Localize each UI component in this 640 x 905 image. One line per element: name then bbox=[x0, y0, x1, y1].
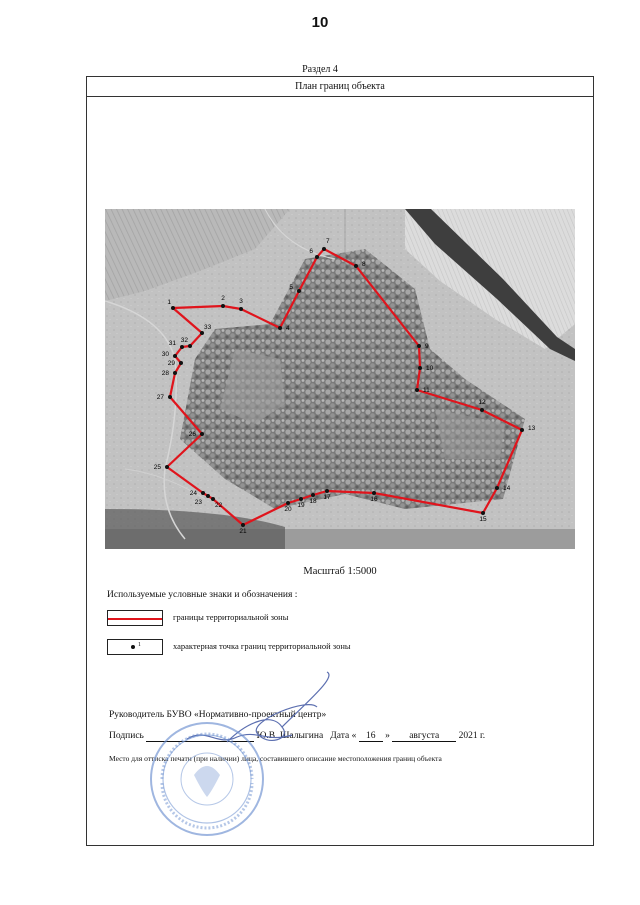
date-year: 2021 г. bbox=[458, 731, 486, 741]
boundary-point-3 bbox=[239, 307, 243, 311]
boundary-point-label: 2 bbox=[221, 295, 225, 302]
boundary-point-26 bbox=[200, 432, 204, 436]
boundary-point-21 bbox=[241, 523, 245, 527]
plan-title: План границ объекта bbox=[87, 77, 593, 97]
boundary-point-22 bbox=[211, 497, 215, 501]
boundary-point-label: 23 bbox=[194, 499, 202, 506]
boundary-point-9 bbox=[417, 344, 421, 348]
boundary-point-label: 10 bbox=[426, 365, 434, 372]
boundary-point-4 bbox=[278, 326, 282, 330]
boundary-point-label: 31 bbox=[168, 340, 176, 347]
page-number: 10 bbox=[311, 14, 329, 31]
signature-blank bbox=[146, 731, 254, 742]
map-scale: Масштаб 1:5000 bbox=[303, 566, 377, 577]
head-line: Руководитель БУВО «Нормативно-проектный центр» bbox=[109, 710, 327, 720]
boundary-point-31 bbox=[180, 345, 184, 349]
date-mid: » bbox=[385, 731, 390, 741]
boundary-point-label: 22 bbox=[215, 502, 223, 509]
aerial-map bbox=[105, 209, 575, 549]
boundary-point-10 bbox=[418, 366, 422, 370]
boundary-point-label: 3 bbox=[239, 298, 243, 305]
boundary-point-13 bbox=[520, 428, 524, 432]
boundary-point-17 bbox=[325, 489, 329, 493]
boundary-point-19 bbox=[299, 497, 303, 501]
boundary-point-11 bbox=[415, 388, 419, 392]
boundary-point-1 bbox=[171, 306, 175, 310]
boundary-point-5 bbox=[297, 289, 301, 293]
stamp-note: Место для оттиска печати (при наличии) лица, составившего описание местоположения границ объекта bbox=[109, 754, 442, 763]
boundary-point-label: 33 bbox=[204, 324, 212, 331]
boundary-point-label: 20 bbox=[284, 506, 292, 513]
boundary-point-label: 29 bbox=[167, 360, 175, 367]
boundary-point-23 bbox=[206, 494, 210, 498]
boundary-point-label: 7 bbox=[326, 238, 330, 245]
boundary-point-30 bbox=[173, 354, 177, 358]
boundary-point-2 bbox=[221, 304, 225, 308]
boundary-point-label: 32 bbox=[180, 337, 188, 344]
boundary-point-label: 24 bbox=[189, 490, 197, 497]
point-dot-icon bbox=[131, 645, 135, 649]
boundary-point-label: 17 bbox=[323, 494, 331, 501]
boundary-point-label: 21 bbox=[239, 528, 247, 535]
legend-line-label: границы территориальной зоны bbox=[173, 612, 289, 622]
boundary-point-label: 1 bbox=[167, 299, 171, 306]
boundary-point-7 bbox=[322, 247, 326, 251]
boundary-point-label: 8 bbox=[362, 261, 366, 268]
section-title: Раздел 4 bbox=[302, 64, 338, 75]
date-label: Дата « bbox=[330, 731, 357, 741]
boundary-point-label: 25 bbox=[153, 464, 161, 471]
signer-name: Ю.В. Шалыгина bbox=[256, 731, 324, 741]
boundary-point-label: 19 bbox=[297, 502, 305, 509]
legend-point-label: характерная точка границ территориальной зоны bbox=[173, 641, 351, 651]
boundary-point-label: 13 bbox=[528, 425, 536, 432]
boundary-point-20 bbox=[286, 501, 290, 505]
boundary-point-label: 9 bbox=[425, 343, 429, 350]
boundary-point-24 bbox=[201, 491, 205, 495]
boundary-point-15 bbox=[481, 511, 485, 515]
date-day: 16 bbox=[359, 731, 383, 742]
boundary-point-label: 28 bbox=[161, 370, 169, 377]
boundary-point-label: 18 bbox=[309, 498, 317, 505]
legend-title: Используемые условные знаки и обозначения : bbox=[107, 590, 298, 600]
boundary-point-label: 15 bbox=[479, 516, 487, 523]
boundary-point-label: 30 bbox=[161, 351, 169, 358]
legend-point-swatch bbox=[107, 639, 163, 655]
boundary-point-label: 6 bbox=[309, 248, 313, 255]
boundary-point-12 bbox=[480, 408, 484, 412]
boundary-point-32 bbox=[188, 344, 192, 348]
boundary-point-label: 4 bbox=[286, 325, 290, 332]
boundary-point-16 bbox=[372, 491, 376, 495]
boundary-point-label: 12 bbox=[478, 399, 486, 406]
boundary-point-33 bbox=[200, 331, 204, 335]
boundary-point-25 bbox=[165, 465, 169, 469]
document-frame bbox=[86, 76, 594, 846]
signature-line bbox=[109, 731, 485, 742]
date-month: августа bbox=[392, 731, 456, 742]
boundary-point-label: 11 bbox=[423, 387, 430, 394]
boundary-point-14 bbox=[495, 486, 499, 490]
boundary-point-label: 5 bbox=[289, 284, 293, 291]
boundary-point-label: 26 bbox=[188, 431, 196, 438]
boundary-point-8 bbox=[354, 264, 358, 268]
boundary-point-28 bbox=[173, 371, 177, 375]
boundary-point-label: 14 bbox=[503, 485, 511, 492]
sign-label: Подпись bbox=[109, 731, 144, 741]
boundary-point-6 bbox=[315, 255, 319, 259]
boundary-point-29 bbox=[179, 361, 183, 365]
boundary-point-label: 27 bbox=[156, 394, 164, 401]
boundary-point-18 bbox=[311, 493, 315, 497]
boundary-point-label: 16 bbox=[370, 496, 378, 503]
boundary-point-27 bbox=[168, 395, 172, 399]
legend-line-swatch bbox=[107, 610, 163, 626]
legend-point-sample: 1 bbox=[138, 642, 141, 648]
